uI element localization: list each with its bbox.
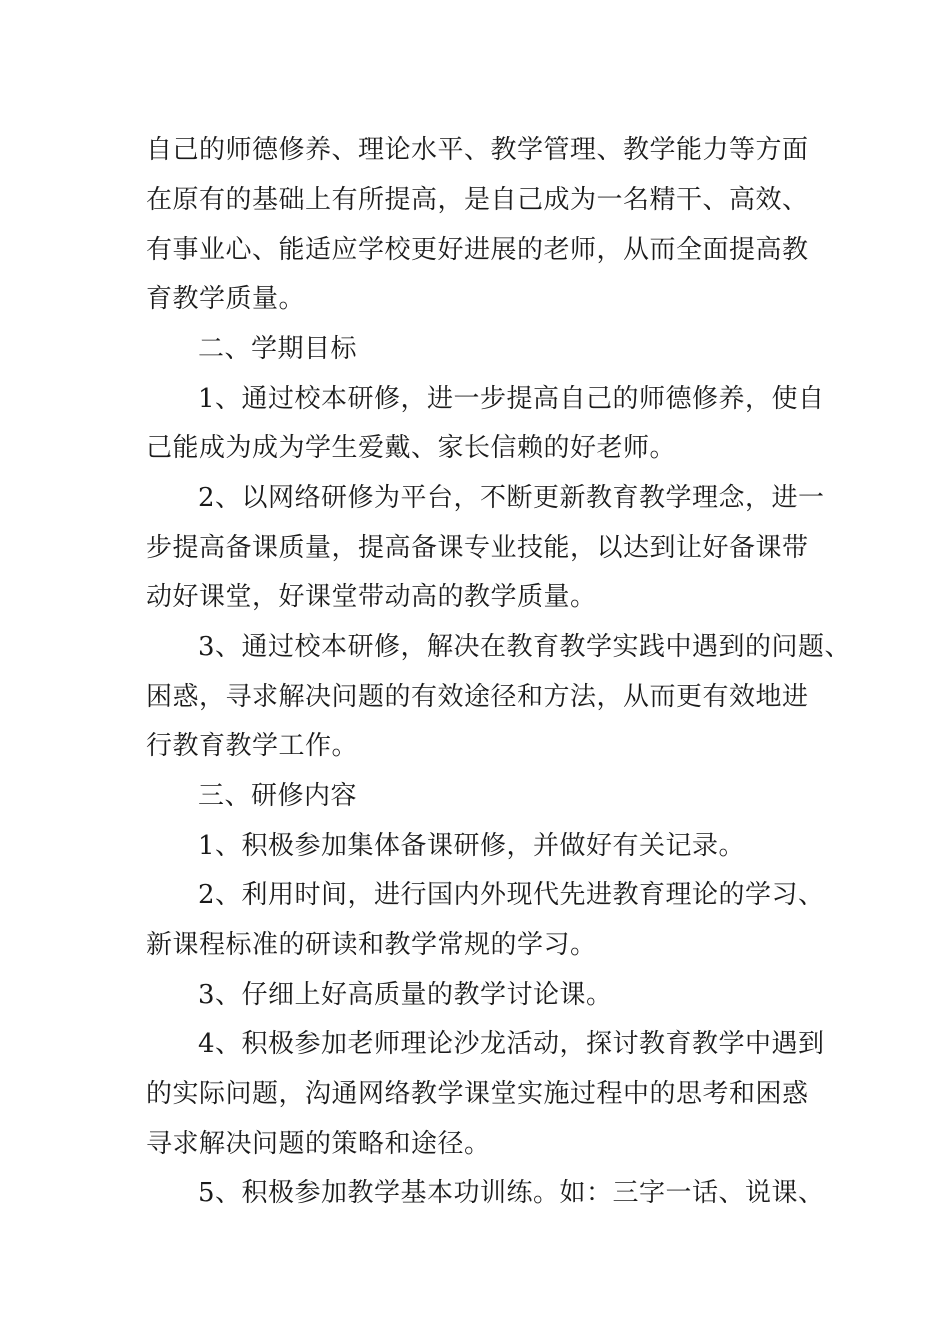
text-line: 2、利用时间，进行国内外现代先进教育理论的学习、 — [198, 880, 825, 910]
section-heading: 二、学期目标 — [198, 334, 358, 364]
text-line: 2、以网络研修为平台，不断更新教育教学理念，进一 — [198, 483, 825, 513]
text-line: 行教育教学工作。 — [146, 731, 359, 761]
text-line: 步提高备课质量，提高备课专业技能，以达到让好备课带 — [146, 533, 809, 563]
text-line: 寻求解决问题的策略和途径。 — [146, 1129, 491, 1159]
text-line: 的实际问题，沟通网络教学课堂实施过程中的思考和困惑 — [146, 1079, 809, 1109]
text-line: 动好课堂，好课堂带动高的教学质量。 — [146, 582, 597, 612]
text-line: 5、积极参加教学基本功训练。如：三字一话、说课、 — [198, 1178, 825, 1208]
text-line: 1、积极参加集体备课研修，并做好有关记录。 — [198, 831, 746, 861]
section-heading: 三、研修内容 — [198, 781, 358, 811]
text-line: 4、积极参加老师理论沙龙活动，探讨教育教学中遇到 — [198, 1029, 825, 1059]
text-line: 新课程标准的研读和教学常规的学习。 — [146, 930, 597, 960]
text-line: 有事业心、能适应学校更好进展的老师，从而全面提高教 — [146, 235, 809, 265]
text-line: 己能成为成为学生爱戴、家长信赖的好老师。 — [146, 433, 677, 463]
text-line: 育教学质量。 — [146, 284, 306, 314]
text-line: 3、通过校本研修，解决在教育教学实践中遇到的问题、 — [198, 632, 852, 662]
text-line: 3、仔细上好高质量的教学讨论课。 — [198, 980, 613, 1010]
text-line: 自己的师德修养、理论水平、教学管理、教学能力等方面 — [146, 135, 809, 165]
text-line: 在原有的基础上有所提高，是自己成为一名精干、高效、 — [146, 185, 809, 215]
text-line: 1、通过校本研修，进一步提高自己的师德修养，使自 — [198, 384, 825, 414]
text-line: 困惑，寻求解决问题的有效途径和方法，从而更有效地进 — [146, 682, 809, 712]
